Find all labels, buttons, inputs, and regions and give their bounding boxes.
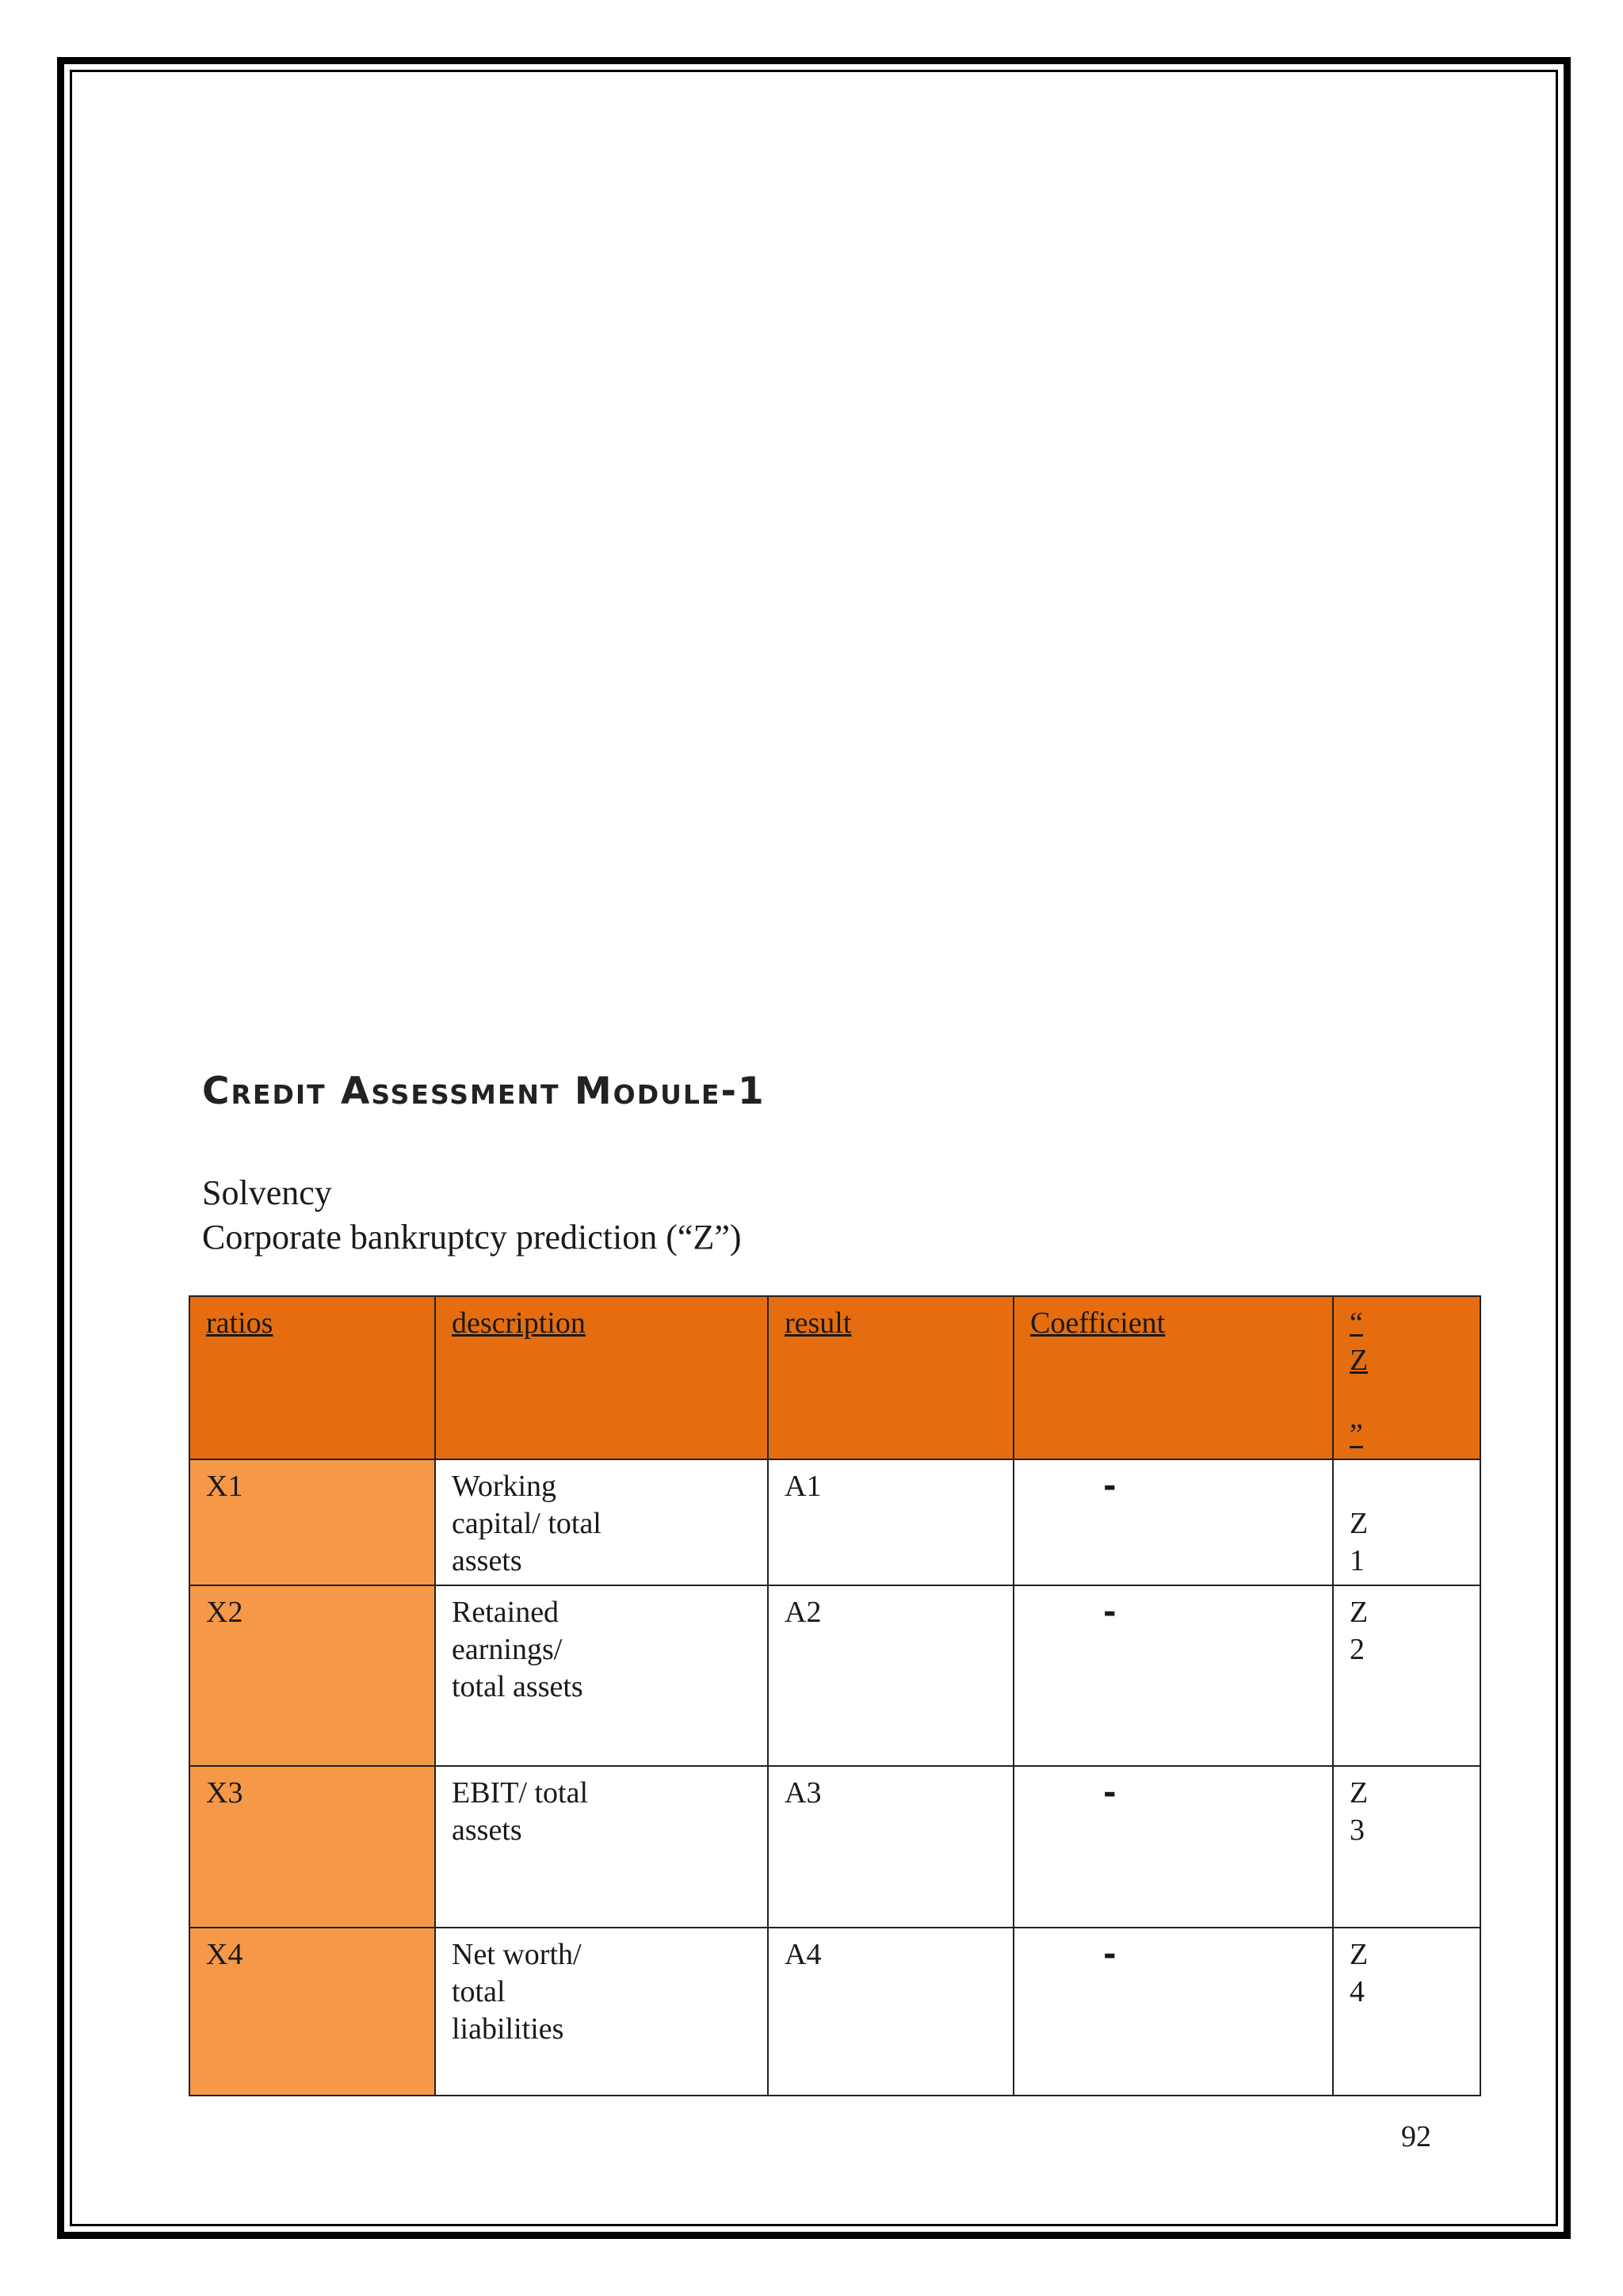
table-row — [189, 1459, 1480, 1585]
table-row — [189, 1585, 1480, 1766]
result-cell: A2 — [768, 1585, 1014, 1766]
page-number: 92 — [1401, 2120, 1431, 2153]
section-heading-solvency: Solvency — [202, 1173, 332, 1212]
ratio-cell: X2 — [189, 1585, 435, 1766]
description-cell: EBIT/ total assets — [435, 1766, 768, 1928]
result-cell: A1 — [768, 1459, 1014, 1585]
header-ratios: ratios — [189, 1296, 435, 1459]
table-row — [189, 1928, 1480, 2096]
coefficient-cell: - — [1014, 1459, 1333, 1585]
table-row — [189, 1766, 1480, 1928]
header-z: “ Z ” — [1333, 1296, 1480, 1459]
z-cell: Z 1 — [1333, 1459, 1480, 1585]
coefficient-cell: - — [1014, 1585, 1333, 1766]
z-score-table — [189, 1295, 1481, 2096]
ratio-cell: X4 — [189, 1928, 435, 2096]
description-cell: Working capital/ total assets — [435, 1459, 768, 1585]
header-result: result — [768, 1296, 1014, 1459]
header-coefficient: Coefficient — [1014, 1296, 1333, 1459]
ratio-cell: X1 — [189, 1459, 435, 1585]
table-header-row — [189, 1296, 1480, 1459]
module-title: Credit Assessment Module-1 — [202, 1070, 766, 1113]
z-cell: Z 3 — [1333, 1766, 1480, 1928]
coefficient-cell: - — [1014, 1928, 1333, 2096]
ratio-cell: X3 — [189, 1766, 435, 1928]
description-cell: Retained earnings/ total assets — [435, 1585, 768, 1766]
z-cell: Z 2 — [1333, 1585, 1480, 1766]
description-cell: Net worth/ total liabilities — [435, 1928, 768, 2096]
result-cell: A3 — [768, 1766, 1014, 1928]
header-description: description — [435, 1296, 768, 1459]
z-cell: Z 4 — [1333, 1928, 1480, 2096]
section-subheading-z-prediction: Corporate bankruptcy prediction (“Z”) — [202, 1218, 742, 1257]
result-cell: A4 — [768, 1928, 1014, 2096]
coefficient-cell: - — [1014, 1766, 1333, 1928]
